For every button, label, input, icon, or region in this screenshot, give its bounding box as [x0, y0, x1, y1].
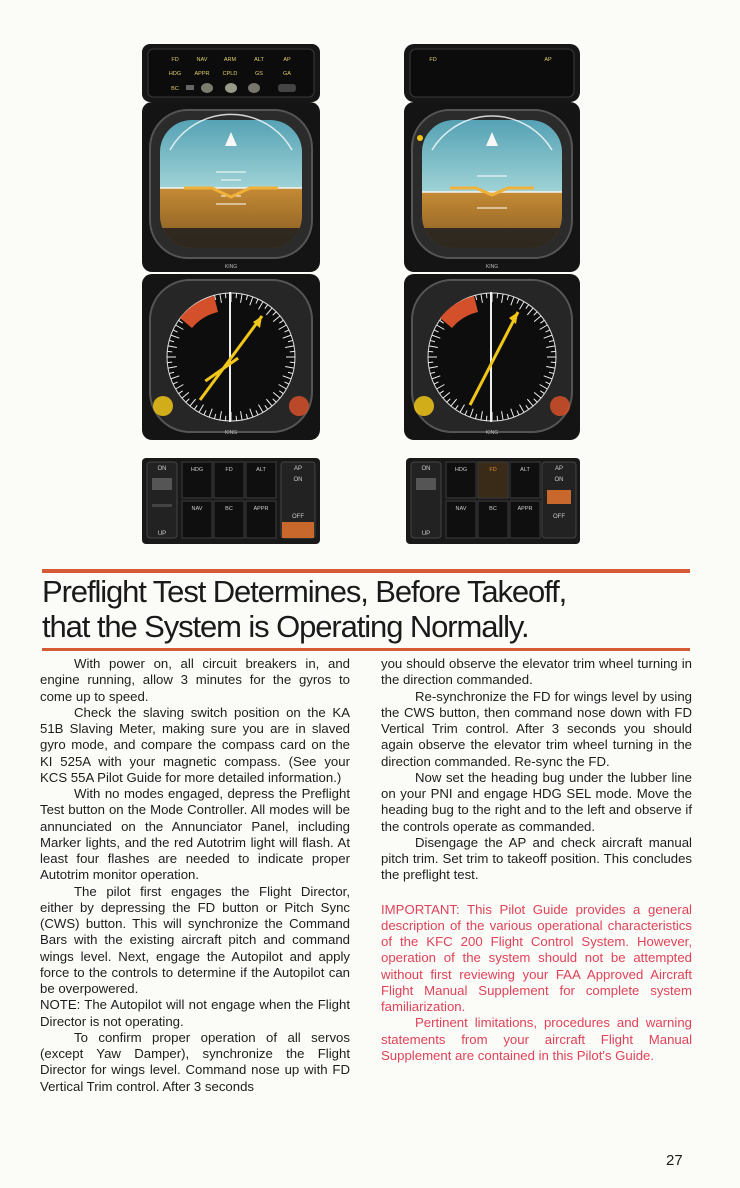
left-annunciator-panel: [142, 44, 320, 102]
important-text: This Pilot Guide provides a general description of the various operational characteristics of the KFC 200 Flight Control System. However, operation of the system should not be attempted without first reviewing your FAA Approved Aircraft Flight Manual Supplement for complete system familiarization.: [381, 901, 692, 1014]
annunciator-alt: ALT: [254, 57, 264, 63]
heading-line-1: Preflight Test Determines, Before Takeoff,: [42, 574, 567, 609]
paragraph: The pilot first engages the Flight Director, either by depressing the FD button or Pitch Sync (CWS) button. This will synchronize the Command Bars with the existing aircraft pitch and command wings level. Next, engage the Autopilot and apply force to the controls to determine if the Autopilot can be overpowered.: [40, 883, 350, 996]
paragraph: you should observe the elevator trim wheel turning in the direction commanded.: [381, 656, 692, 688]
note-paragraph: NOTE: The Autopilot will not engage when the Flight Director is not operating.: [40, 997, 350, 1029]
right-annunciator-panel: [404, 44, 580, 102]
annunciator-appr: APPR: [194, 71, 210, 77]
left-mc-fd: FD: [225, 467, 233, 473]
right-mc-ap-on: ON: [554, 477, 564, 483]
left-mc-on: ON: [157, 466, 167, 472]
annunciator-cpld: CPLD: [222, 71, 238, 77]
important-label: IMPORTANT:: [381, 901, 460, 917]
annunciator-fd: FD: [171, 57, 179, 63]
left-mc-up: UP: [157, 531, 167, 537]
right-mc-ap: AP: [554, 466, 564, 472]
annunciator-ap: AP: [283, 57, 291, 63]
left-attitude-indicator: [142, 102, 320, 272]
annunciator-arm: ARM: [223, 57, 237, 63]
body-column-right: [381, 656, 692, 1064]
right-mc-on: ON: [421, 466, 431, 472]
annunciator-hdg: HDG: [168, 71, 182, 77]
left-mc-hdg: HDG: [190, 467, 204, 473]
heading-rule-top: [42, 569, 690, 573]
right-hsi: [404, 274, 580, 440]
left-hsi: [142, 274, 320, 440]
annunciator-nav: NAV: [196, 57, 208, 63]
paragraph: To confirm proper operation of all servos (except Yaw Damper), synchronize the Flight Director for wings level. Command nose up with FD Vertical Trim control. After 3 seconds: [40, 1029, 350, 1094]
paragraph: Check the slaving switch position on the KA 51B Slaving Meter, making sure you are in slaved gyro mode, and compare the compass card on the KI 525A with your magnetic compass. (See your KCS 55A Pilot Guide for more detailed information.): [40, 704, 350, 785]
right-adi-brand: KING: [485, 264, 499, 270]
left-mc-ap: AP: [293, 466, 303, 472]
left-mc-alt: ALT: [256, 467, 266, 473]
right-mc-hdg: HDG: [454, 467, 468, 473]
paragraph: Re-synchronize the FD for wings level by using the CWS button, then command nose down with FD Vertical Trim control. After 3 seconds you should again observe the elevator trim wheel turning in the direction commanded. Re-sync the FD.: [381, 688, 692, 769]
instrument-panel-figure: [0, 0, 740, 560]
annunciator-bc: BC: [171, 86, 179, 92]
right-mc-appr: APPR: [517, 506, 533, 512]
paragraph: With no modes engaged, depress the Preflight Test button on the Mode Controller. All modes will be annunciated on the Annunciator Panel, including Marker lights, and the red Autotrim light will flash. At least four flashes are needed to indicate proper Autotrim monitor operation.: [40, 786, 350, 883]
annunciator-gs: GS: [255, 71, 263, 77]
paragraph: Disengage the AP and check aircraft manual pitch trim. Set trim to takeoff position. This concludes the preflight test.: [381, 834, 692, 883]
right-mc-nav: NAV: [455, 506, 467, 512]
annunciator-ga: GA: [283, 71, 291, 77]
left-adi-brand: KING: [224, 264, 238, 270]
left-mode-controller: [142, 458, 320, 544]
right-annunciator-ap: AP: [544, 57, 552, 63]
body-column-left: [40, 656, 350, 1095]
left-mc-ap-off: OFF: [292, 514, 304, 520]
page-number: 27: [666, 1152, 683, 1169]
important-notice: [381, 902, 692, 1016]
left-mc-ap-on: ON: [293, 477, 303, 483]
heading-line-2: that the System is Operating Normally.: [42, 609, 529, 644]
pertinent-notice: Pertinent limitations, procedures and warning statements from your aircraft Flight Manual Supplement are contained in this Pilot's Guide.: [381, 1015, 692, 1063]
paragraph: With power on, all circuit breakers in, and engine running, allow 3 minutes for the gyros to come up to speed.: [40, 656, 350, 704]
left-mc-appr: APPR: [253, 506, 269, 512]
right-mode-controller: [406, 458, 580, 544]
paragraph: Now set the heading bug under the lubber line on your PNI and engage HDG SEL mode. Move the heading bug to the right and to the left and observe if the controls operate as commanded.: [381, 769, 692, 834]
right-mc-ap-off: OFF: [553, 514, 565, 520]
right-attitude-indicator: [404, 102, 580, 272]
page-heading: [42, 574, 702, 644]
right-mc-up: UP: [421, 531, 431, 537]
heading-rule-bottom: [42, 648, 690, 651]
right-annunciator-fd: FD: [429, 57, 437, 63]
left-mc-bc: BC: [225, 506, 233, 512]
left-mc-nav: NAV: [191, 506, 203, 512]
left-hsi-brand: KING: [224, 430, 238, 436]
right-hsi-brand: KING: [485, 430, 499, 436]
right-mc-alt: ALT: [520, 467, 530, 473]
right-mc-bc: BC: [489, 506, 497, 512]
right-mc-fd: FD: [489, 467, 497, 473]
